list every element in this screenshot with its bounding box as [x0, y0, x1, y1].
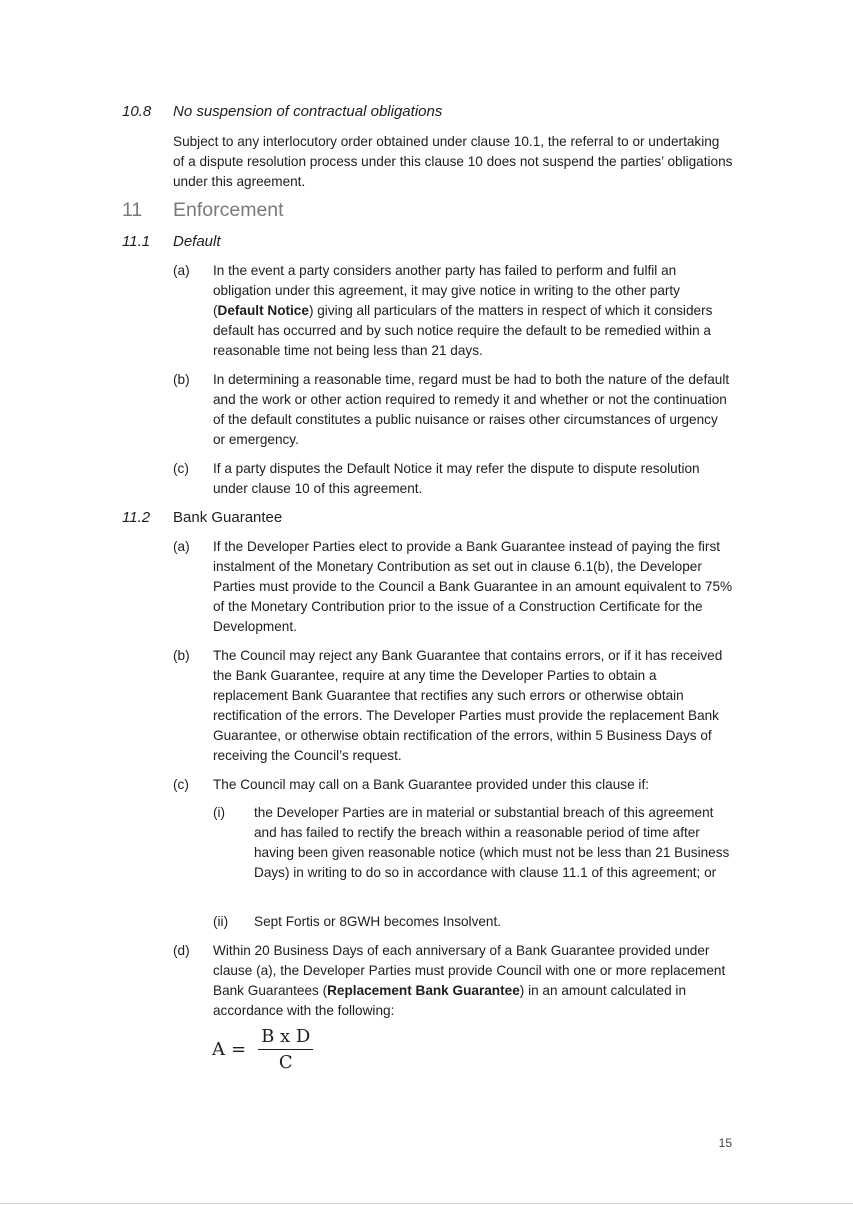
item-label: (c)	[173, 461, 189, 476]
item-label: (d)	[173, 943, 190, 958]
formula-numerator: B x D	[258, 1026, 313, 1050]
item-label: (a)	[173, 263, 190, 278]
defined-term: Replacement Bank Guarantee	[327, 983, 520, 998]
formula-lhs: A	[212, 1039, 225, 1060]
item-label: (a)	[173, 539, 190, 554]
item-text: Within 20 Business Days of each anniversary of a Bank Guarantee provided under clause (a), the Developer Parties must provide Council with one or more replacement Bank Guarantees (Replacement Bank Guarantee) in an amount calculated in accordance with the following:	[213, 943, 726, 1018]
item-label: (b)	[173, 372, 190, 387]
formula-equals: =	[231, 1039, 247, 1060]
formula	[212, 1026, 313, 1073]
formula-denominator: C	[278, 1052, 293, 1073]
item-text: In determining a reasonable time, regard must be had to both the nature of the default and the work or other action required to remedy it and whether or not the continuation of the default constitutes a public nuisance or raises other circumstances of urgency or emergency.	[213, 372, 730, 447]
clause-heading: Default	[173, 233, 221, 250]
defined-term: Default Notice	[217, 303, 309, 318]
formula-fraction	[258, 1026, 313, 1073]
section-heading: Enforcement	[173, 199, 284, 221]
item-text: In the event a party considers another party has failed to perform and fulfil an obligation under this agreement, it may give notice in writing to the other party (Default Notice) giving all particulars of the matters in respect of which it considers default has occurred and by such notice require the default to be remedied within a reasonable time not being less than 21 days.	[213, 263, 713, 358]
item-text: The Council may reject any Bank Guarantee that contains errors, or if it has received the Bank Guarantee, require at any time the Developer Parties to obtain a replacement Bank Guarantee that rectifies any such errors or otherwise obtain rectification of the errors. The Developer Parties must provide the replacement Bank Guarantee, or otherwise obtain rectification of the errors, within 5 Business Days of receiving the Council’s request.	[213, 648, 723, 763]
clause-number: 11.2	[122, 509, 151, 526]
item-label: (b)	[173, 648, 190, 663]
page-number: 15	[718, 1136, 732, 1150]
item-label: (c)	[173, 777, 189, 792]
section-number: 11	[122, 199, 143, 221]
clause-number: 10.8	[122, 103, 152, 120]
clause-number: 11.1	[122, 233, 151, 250]
subitem-label: (ii)	[213, 914, 229, 929]
item-text: If the Developer Parties elect to provide a Bank Guarantee instead of paying the first instalment of the Monetary Contribution as set out in clause 6.1(b), the Developer Parties must provide to the Council a Bank Guarantee in an amount equivalent to 75% of the Monetary Contribution prior to the issue of a Construction Certificate for the Development.	[213, 539, 733, 634]
clause-heading: Bank Guarantee	[173, 509, 283, 526]
subitem-label: (i)	[213, 805, 226, 820]
subitem-text: the Developer Parties are in material or substantial breach of this agreement and has failed to rectify the breach within a reasonable period of time after having been given reasonable notice (which must not be less than 21 Business Days) in writing to do so in accordance with clause 11.1 of this agreement; or	[254, 805, 730, 880]
item-text: The Council may call on a Bank Guarantee provided under this clause if:	[213, 777, 649, 792]
clause-heading: No suspension of contractual obligations	[173, 103, 443, 120]
subitem-text: Sept Fortis or 8GWH becomes Insolvent.	[254, 914, 502, 929]
page-bottom-edge	[0, 1203, 853, 1204]
item-text: If a party disputes the Default Notice it may refer the dispute to dispute resolution under clause 10 of this agreement.	[213, 461, 700, 496]
clause-body: Subject to any interlocutory order obtained under clause 10.1, the referral to or undertaking of a dispute resolution process under this clause 10 does not suspend the parties’ obligations under this agreement.	[173, 134, 733, 189]
